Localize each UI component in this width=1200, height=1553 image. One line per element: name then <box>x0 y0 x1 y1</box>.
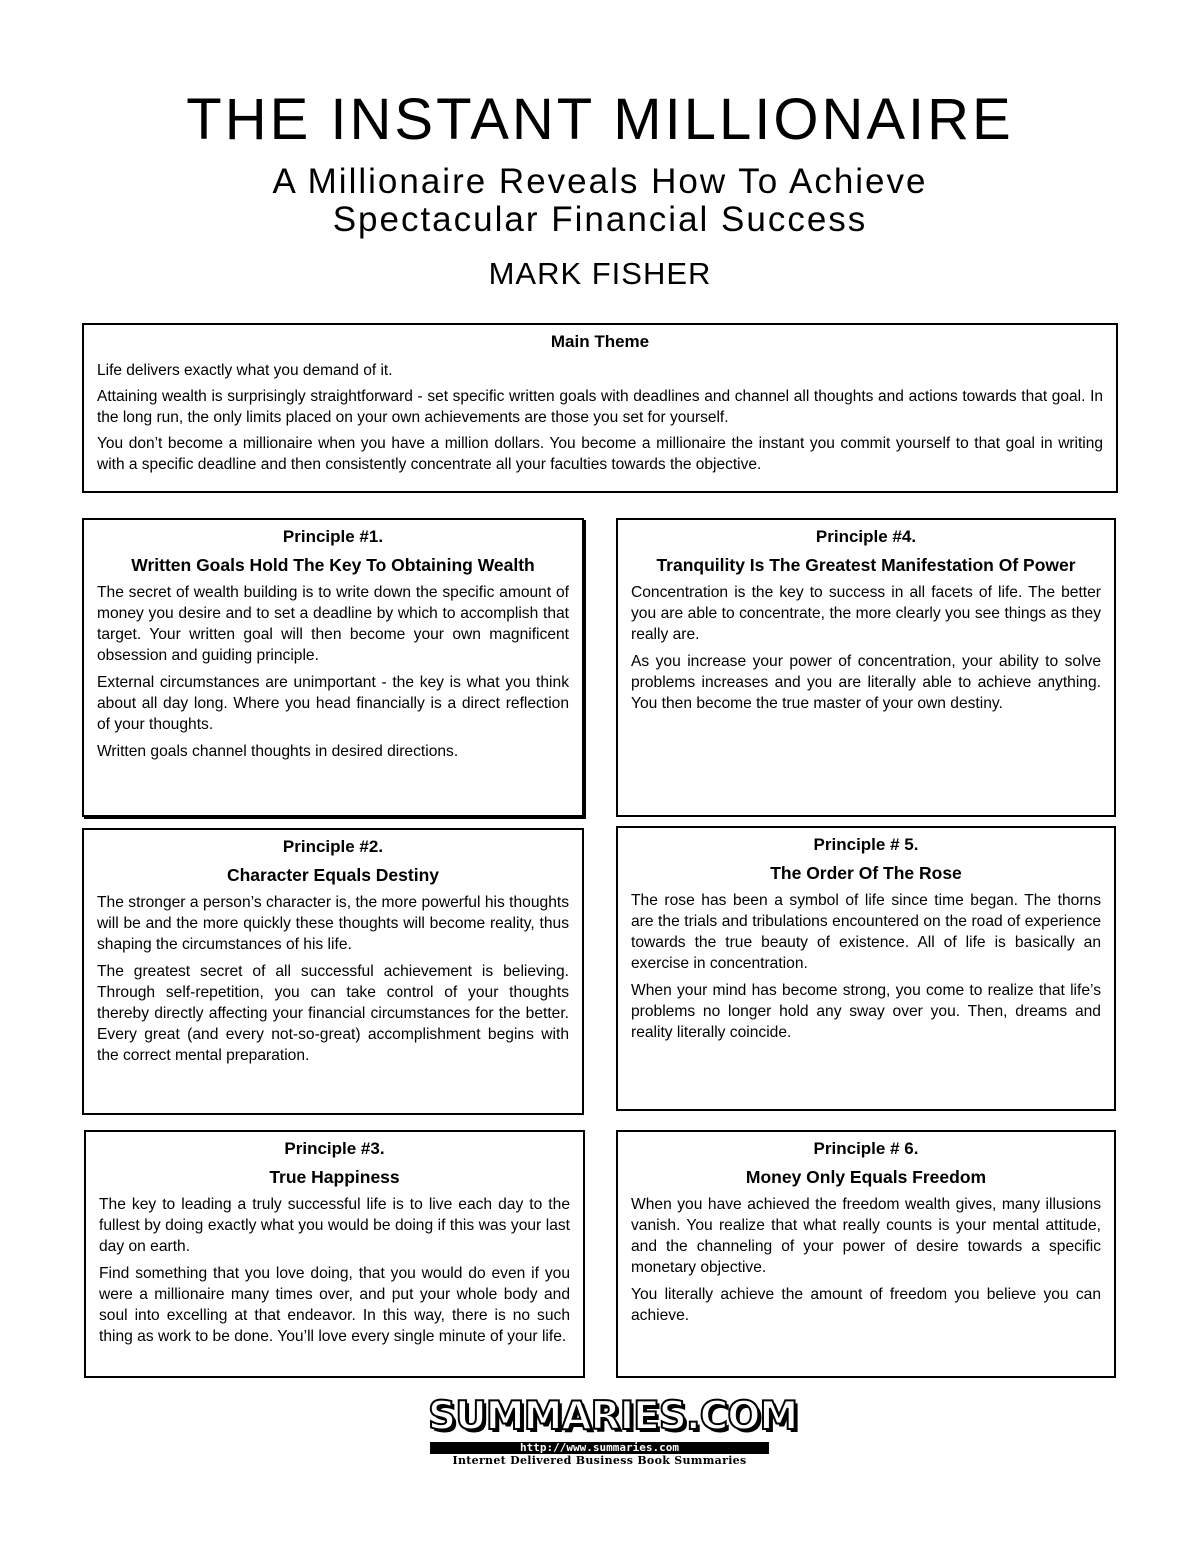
principle-title: Written Goals Hold The Key To Obtaining Wealth <box>131 555 535 575</box>
summaries-logo <box>428 1394 798 1470</box>
principle-paragraph: You literally achieve the amount of freedom you believe you can achieve. <box>631 1286 1101 1324</box>
principle-paragraph: The stronger a person’s character is, the more powerful his thoughts will be and the more quickly these thoughts will become reality, thus shaping the circumstances of his life. <box>97 894 569 953</box>
principle-paragraph: Concentration is the key to success in all facets of life. The better you are able to concentrate, the more clearly you see things as they really are. <box>631 584 1101 643</box>
principle-label: Principle #4. <box>815 527 917 546</box>
logo-url[interactable]: http://www.summaries.com <box>430 1442 769 1454</box>
principle-paragraph: Written goals channel thoughts in desired directions. <box>97 743 459 760</box>
document-subtitle <box>0 163 1200 239</box>
principle-label: Principle #3. <box>284 1139 385 1158</box>
subtitle-line-1: A Millionaire Reveals How To Achieve <box>272 162 928 201</box>
logo-tagline: Internet Delivered Business Book Summaries <box>452 1454 747 1467</box>
document-title: THE INSTANT MILLIONAIRE <box>186 87 1014 152</box>
principle-title: Character Equals Destiny <box>226 865 440 885</box>
principle-label: Principle #1. <box>282 527 384 546</box>
principle-paragraph: When you have achieved the freedom wealth gives, many illusions vanish. You realize that what really counts is your mental attitude, and the channeling of your power of desire towards a specific monetary objective. <box>631 1196 1101 1276</box>
principle-6-box <box>616 1130 1116 1378</box>
principle-title: True Happiness <box>269 1167 400 1187</box>
principle-label: Principle # 6. <box>813 1139 919 1158</box>
main-theme-box <box>82 323 1118 493</box>
main-theme-paragraph: Attaining wealth is surprisingly straightforward - set specific written goals with deadlines and channel all thoughts and actions towards that goal. In the long run, the only limits placed on your own achievements are those you set for yourself. <box>97 388 1103 426</box>
principle-paragraph: The key to leading a truly successful life is to live each day to the fullest by doing exactly what you would be doing if this was your last day on earth. <box>99 1196 570 1255</box>
principle-3-box <box>84 1130 585 1378</box>
principle-paragraph: Find something that you love doing, that you would do even if you were a millionaire many times over, and put your whole body and soul into excelling at that endeavor. In this way, there is no such thing as work to be done. You’ll love every single minute of your life. <box>99 1265 570 1345</box>
main-theme-heading: Main Theme <box>550 332 650 351</box>
principle-2-box <box>82 828 584 1115</box>
principle-4-box <box>616 518 1116 817</box>
principle-5-box <box>616 826 1116 1111</box>
subtitle-line-2: Spectacular Financial Success <box>332 200 868 239</box>
author-name: MARK FISHER <box>488 256 712 291</box>
main-theme-paragraph: You don’t become a millionaire when you have a million dollars. You become a millionaire the instant you commit yourself to that goal in writing with a specific deadline and then consistently concentrate all your faculties towards the objective. <box>97 435 1103 473</box>
principle-label: Principle #2. <box>282 837 384 856</box>
principle-paragraph: The greatest secret of all successful achievement is believing. Through self-repetition, you can take control of your thoughts thereby directly affecting your financial circumstances for the better. Every great (and every not-so-great) accomplishment begins with the correct mental preparation. <box>97 963 569 1064</box>
main-theme-paragraph: Life delivers exactly what you demand of it. <box>97 362 393 379</box>
principle-paragraph: The rose has been a symbol of life since time began. The thorns are the trials and tribulations encountered on the road of experience towards the true beauty of existence. All of life is basically an exercise in concentration. <box>631 892 1101 972</box>
principle-label: Principle # 5. <box>813 835 919 854</box>
principle-paragraph: The secret of wealth building is to write down the specific amount of money you desire and to set a deadline by which to accomplish that target. Your written goal will then become your own magnificent obsession and guiding principle. <box>97 584 569 664</box>
principle-paragraph: When your mind has become strong, you come to realize that life’s problems no longer hold any sway over you. Then, dreams and reality literally coincide. <box>631 982 1101 1041</box>
principle-title: Money Only Equals Freedom <box>745 1167 987 1187</box>
principle-1-box <box>82 518 584 817</box>
logo-wordmark: SUMMARIES.COM <box>428 1394 798 1439</box>
principle-paragraph: As you increase your power of concentration, your ability to solve problems increases and you are literally able to achieve anything. You then become the true master of your own destiny. <box>631 653 1101 712</box>
principle-paragraph: External circumstances are unimportant - the key is what you think about all day long. Where you head financially is a direct reflection of your thoughts. <box>97 674 569 733</box>
principle-title: Tranquility Is The Greatest Manifestation Of Power <box>656 555 1076 575</box>
principle-title: The Order Of The Rose <box>770 863 962 883</box>
